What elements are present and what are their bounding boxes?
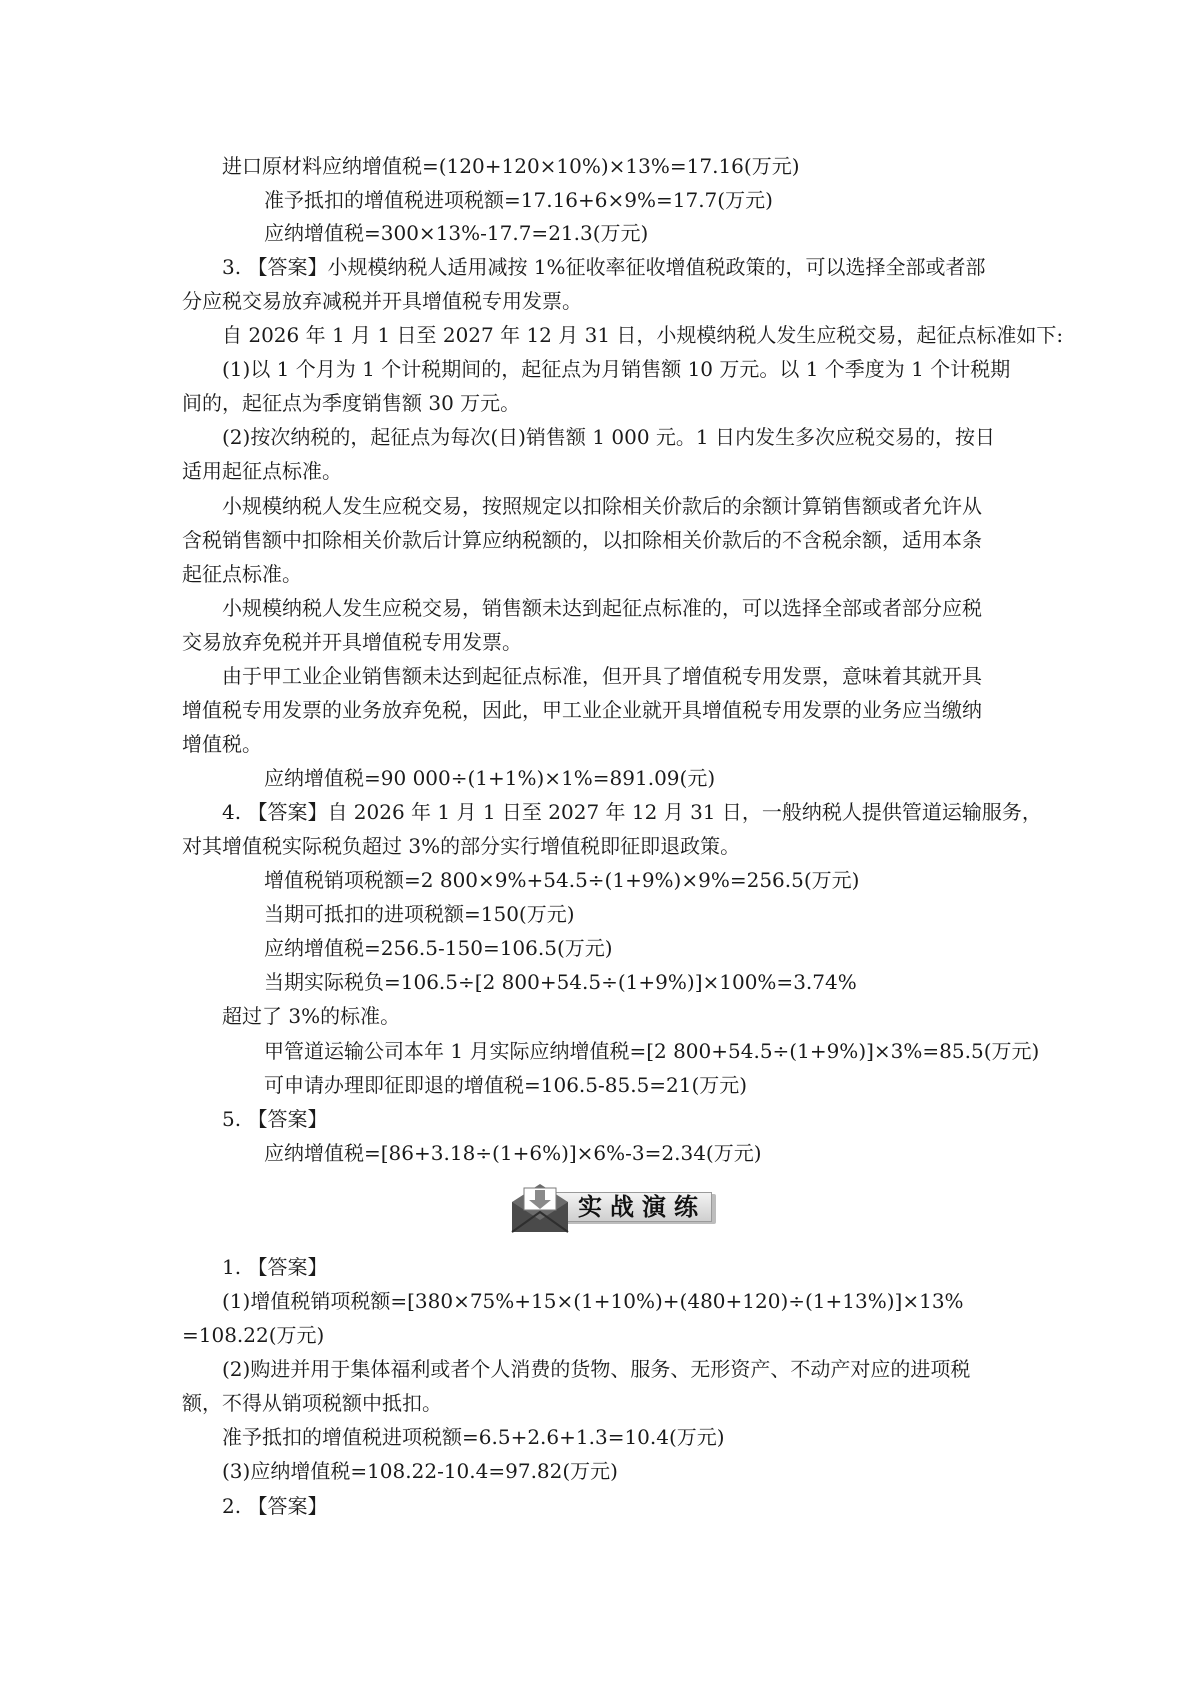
text-line: 额，不得从销项税额中抵扣。 <box>182 1391 442 1415</box>
text-line: 应纳增值税=[86+3.18÷(1+6%)]×6%-3=2.34(万元) <box>264 1141 762 1165</box>
text-line: 1. 【答案】 <box>222 1255 328 1279</box>
banner-title: 实战演练 <box>578 1192 706 1221</box>
text-line: (1)以 1 个月为 1 个计税期间的，起征点为月销售额 10 万元。以 1 个季度为 1 个计税期 <box>222 357 1011 381</box>
text-line: 当期实际税负=106.5÷[2 800+54.5÷(1+9%)]×100%=3.74% <box>264 970 857 994</box>
text-line: 增值税专用发票的业务放弃免税，因此，甲工业企业就开具增值税专用发票的业务应当缴纳 <box>182 698 982 722</box>
text-line: 3. 【答案】小规模纳税人适用减按 1%征收率征收增值税政策的，可以选择全部或者部 <box>222 255 986 279</box>
text-line: 小规模纳税人发生应税交易，按照规定以扣除相关价款后的余额计算销售额或者允许从 <box>222 494 982 518</box>
text-line: 超过了 3%的标准。 <box>222 1004 401 1028</box>
text-line: 2. 【答案】 <box>222 1494 328 1518</box>
text-line: (2)按次纳税的，起征点为每次(日)销售额 1 000 元。1 日内发生多次应税交易的，按日 <box>222 425 995 449</box>
text-line: 间的，起征点为季度销售额 30 万元。 <box>182 391 521 415</box>
text-line: 适用起征点标准。 <box>182 459 342 483</box>
text-line: 自 2026 年 1 月 1 日至 2027 年 12 月 31 日，小规模纳税人发生应税交易，起征点标准如下: <box>222 323 1064 347</box>
text-line: (1)增值税销项税额=[380×75%+15×(1+10%)+(480+120)÷(1+13%)]×13% <box>222 1289 964 1313</box>
text-line: 5. 【答案】 <box>222 1107 328 1131</box>
text-line: =108.22(万元) <box>182 1323 325 1347</box>
text-line: 应纳增值税=300×13%-17.7=21.3(万元) <box>264 221 649 245</box>
text-line: 由于甲工业企业销售额未达到起征点标准，但开具了增值税专用发票，意味着其就开具 <box>222 664 982 688</box>
text-line: (3)应纳增值税=108.22-10.4=97.82(万元) <box>222 1459 618 1483</box>
text-line: 交易放弃免税并开具增值税专用发票。 <box>182 630 522 654</box>
text-line: 4. 【答案】自 2026 年 1 月 1 日至 2027 年 12 月 31 日，一般纳税人提供管道运输服务， <box>222 800 1042 824</box>
text-line: 起征点标准。 <box>182 562 302 586</box>
text-line: 进口原材料应纳增值税=(120+120×10%)×13%=17.16(万元) <box>222 154 800 178</box>
text-line: 含税销售额中扣除相关价款后计算应纳税额的，以扣除相关价款后的不含税余额，适用本条 <box>182 528 982 552</box>
text-line: (2)购进并用于集体福利或者个人消费的货物、服务、无形资产、不动产对应的进项税 <box>222 1357 971 1381</box>
text-line: 可申请办理即征即退的增值税=106.5-85.5=21(万元) <box>264 1073 748 1097</box>
text-line: 当期可抵扣的进项税额=150(万元) <box>264 902 575 926</box>
text-line: 甲管道运输公司本年 1 月实际应纳增值税=[2 800+54.5÷(1+9%)]×3%=85.5(万元) <box>264 1039 1040 1063</box>
section-banner <box>508 1178 726 1236</box>
text-line: 增值税。 <box>182 732 262 756</box>
text-line: 应纳增值税=90 000÷(1+1%)×1%=891.09(元) <box>264 766 716 790</box>
text-line: 应纳增值税=256.5-150=106.5(万元) <box>264 936 613 960</box>
text-line: 小规模纳税人发生应税交易，销售额未达到起征点标准的，可以选择全部或者部分应税 <box>222 596 982 620</box>
envelope-download-icon <box>508 1178 572 1236</box>
text-line: 对其增值税实际税负超过 3%的部分实行增值税即征即退政策。 <box>182 834 741 858</box>
text-line: 准予抵扣的增值税进项税额=6.5+2.6+1.3=10.4(万元) <box>222 1425 725 1449</box>
text-line: 增值税销项税额=2 800×9%+54.5÷(1+9%)×9%=256.5(万元) <box>264 868 860 892</box>
text-line: 准予抵扣的增值税进项税额=17.16+6×9%=17.7(万元) <box>264 188 773 212</box>
text-line: 分应税交易放弃减税并开具增值税专用发票。 <box>182 289 582 313</box>
